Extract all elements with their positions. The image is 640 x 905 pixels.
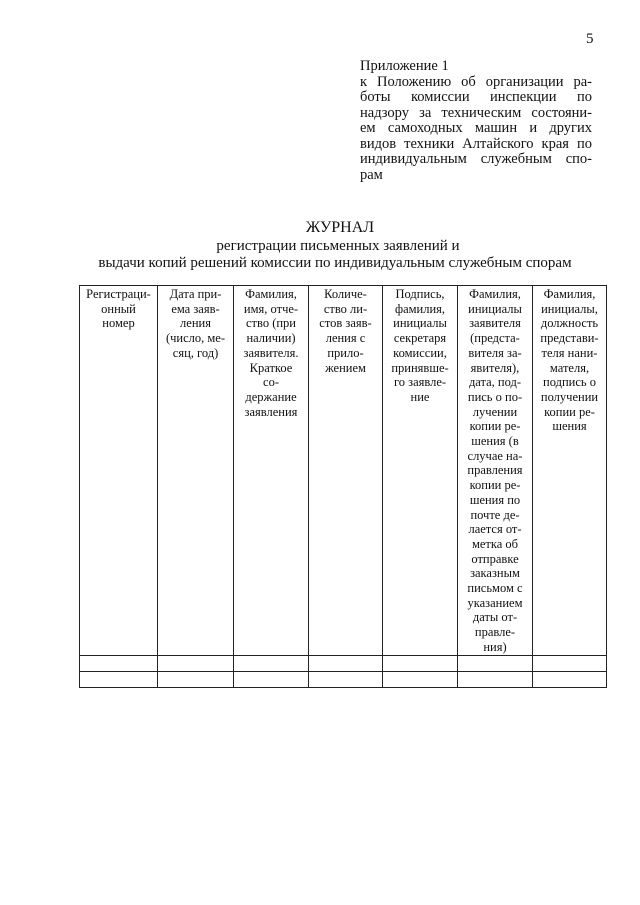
appendix-line: ем самоходных машин и других	[360, 120, 592, 136]
table-cell	[458, 671, 533, 687]
appendix-block	[360, 59, 592, 183]
appendix-line: видов техники Алтайского края по	[360, 135, 592, 152]
table-cell	[234, 655, 309, 671]
table-row	[80, 655, 607, 671]
column-header-reg-number: Регистраци- онный номер	[80, 286, 158, 656]
table-cell	[533, 655, 607, 671]
table-cell	[158, 655, 234, 671]
appendix-line: надзору за техническим состояни-	[360, 104, 592, 121]
table-cell	[158, 671, 234, 687]
table-cell	[234, 671, 309, 687]
journal-subtitle-line1: регистрации письменных заявлений и	[216, 238, 460, 254]
table-cell	[533, 671, 607, 687]
table-cell	[383, 655, 458, 671]
table-cell	[458, 655, 533, 671]
journal-subtitle-line2: выдачи копий решений комиссии по индивидуальным служебным спорам	[98, 255, 572, 271]
appendix-line: индивидуальным служебным спо-	[360, 151, 592, 167]
page-number: 5	[586, 31, 594, 47]
column-header-date: Дата при- ема заяв- ления (число, ме- сяц, год)	[158, 286, 234, 656]
column-header-employer-rep: Фамилия, инициалы, должность представи- теля нани- мателя, подпись о получении копии ре- шения	[533, 286, 607, 656]
appendix-line: рам	[360, 166, 383, 183]
table-cell	[383, 671, 458, 687]
table-cell	[309, 655, 383, 671]
column-header-secretary: Подпись, фамилия, инициалы секретаря комиссии, принявше- го заявле- ние	[383, 286, 458, 656]
table-cell	[80, 655, 158, 671]
table-header-row	[80, 286, 607, 656]
column-header-applicant: Фамилия, имя, отче- ство (при наличии) заявителя. Краткое со- держание заявления	[234, 286, 309, 656]
appendix-line: боты комиссии инспекции по	[360, 89, 592, 105]
journal-table	[79, 285, 607, 688]
column-header-sheets: Количе- ство ли- стов заяв- ления с прило- жением	[309, 286, 383, 656]
table-cell	[309, 671, 383, 687]
appendix-line: к Положению об организации ра-	[360, 73, 592, 90]
journal-title: ЖУРНАЛ	[305, 219, 375, 236]
table-cell	[80, 671, 158, 687]
column-header-applicant-receipt: Фамилия, инициалы заявителя (предста- вителя за- явителя), дата, под- пись о по- лучении копии ре- шения (в случае на- правления копии ре- шения по почте де- лается от- метка об отправке заказным письмом с указанием даты от- правле- ния)	[458, 286, 533, 656]
appendix-title: Приложение 1	[360, 58, 449, 74]
table-row	[80, 671, 607, 687]
table-body	[80, 655, 607, 687]
